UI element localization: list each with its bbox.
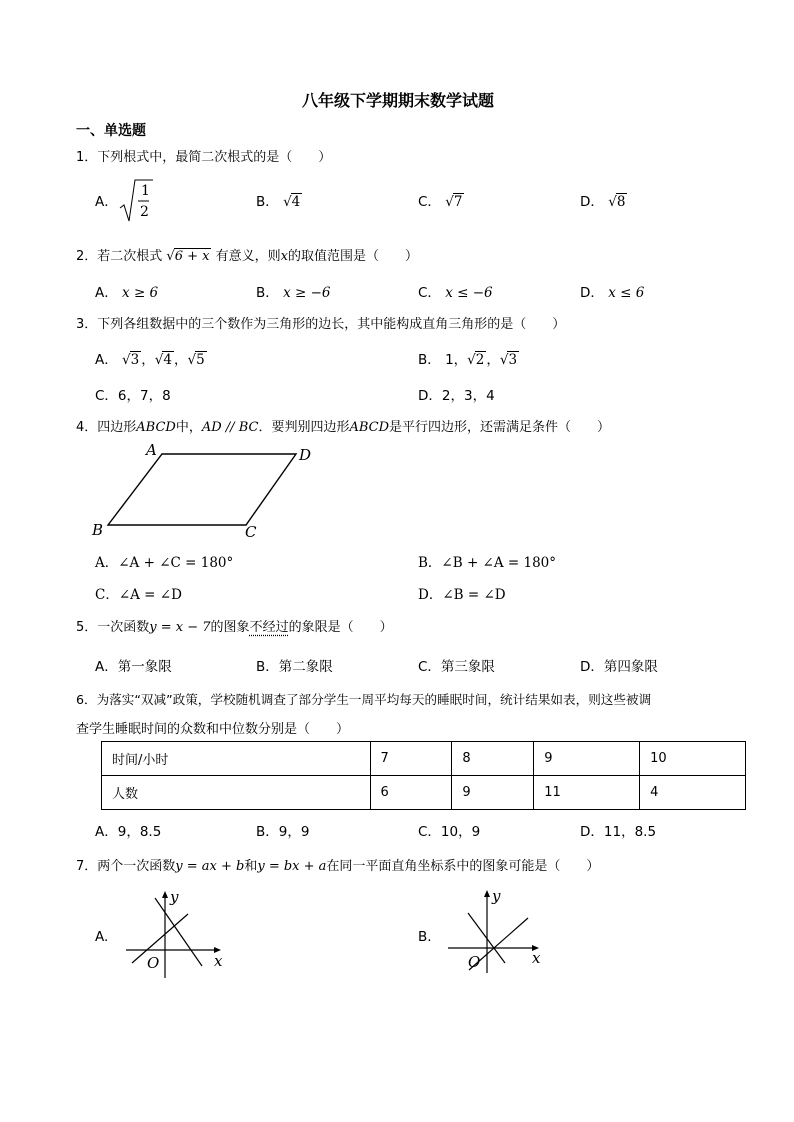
q3-option-d: D．2，3，4 [418, 388, 495, 404]
table-row [102, 776, 746, 810]
q1-option-d [580, 190, 627, 210]
q3-b-value-1: 1 [445, 352, 454, 368]
q2-var: x [280, 249, 288, 264]
vertex-label-d: D [299, 446, 312, 464]
q6-option-d: D．11，8.5 [580, 824, 657, 840]
q3-b-sqrt3: √3 [499, 352, 518, 368]
q2-option-c-label: C． [418, 285, 441, 301]
q1-option-a-label: A． [95, 194, 118, 210]
q7-stem [76, 855, 599, 874]
q4-option-c: C．∠A = ∠D [95, 587, 182, 603]
q2-radicand: 6 + x [174, 249, 210, 264]
q5-stem-post: 的象限是（ ） [288, 620, 393, 635]
q3-a-sqrt2: √4 [154, 352, 172, 368]
parallelogram-abcd [108, 454, 296, 525]
q1-option-c-label: C． [418, 194, 441, 210]
table-cell: 4 [640, 776, 746, 810]
q5-stem [76, 616, 393, 635]
q3-a-sep-1: ， [141, 352, 155, 368]
q3-option-b-label: B． [418, 352, 441, 368]
q1-a-denominator: 2 [140, 204, 149, 220]
origin-label: O [468, 953, 481, 971]
q2-option-d [580, 281, 644, 301]
q2-stem-pre: 2．若二次根式 [76, 249, 163, 264]
q6-option-b: B．9，9 [256, 824, 310, 840]
q2-option-b-math: x ≥ −6 [283, 285, 331, 301]
q4-stem-mid2: ．要判别四边形 [258, 420, 350, 435]
q4-option-a: A．∠A + ∠C = 180° [95, 555, 234, 571]
q6-option-a: A．9，8.5 [95, 824, 162, 840]
q5-emphasis: 不经过 [249, 620, 289, 635]
q1-option-a-math [119, 178, 155, 224]
table-cell: 9 [452, 776, 534, 810]
q7-option-b-label: B. [418, 929, 432, 945]
origin-label: O [147, 954, 160, 972]
q1-option-a [95, 178, 150, 220]
q7-option-a-label: A. [95, 929, 109, 945]
q7-stem-pre: 7．两个一次函数 [76, 859, 176, 874]
vertex-label-c: C [245, 523, 257, 540]
q3-a-radicand-2: 4 [163, 352, 172, 368]
q7-stem-post: 在同一平面直角坐标系中的图象可能是（ ） [326, 859, 600, 874]
q3-a-sqrt1: √3 [122, 352, 140, 368]
q2-option-d-label: D． [580, 285, 604, 301]
axis-label-x: x [532, 949, 541, 967]
q4-option-b: B．∠B + ∠A = 180° [418, 555, 557, 571]
table-cell: 8 [452, 742, 534, 776]
q2-option-a [95, 281, 158, 301]
q1-option-d-math: √8 [608, 194, 626, 210]
graph-line-2 [132, 914, 188, 963]
q7-function-2: y = bx + a [257, 859, 327, 874]
q4-parallelogram-figure [88, 440, 328, 540]
q3-a-radicand-3: 5 [196, 352, 205, 368]
y-axis-arrow [484, 890, 490, 897]
table-cell: 时间/小时 [102, 742, 371, 776]
q6-stem-line1: 6．为落实“双减”政策，学校随机调查了部分学生一周平均每天的睡眠时间，统计结果如表，则这些被调 [76, 692, 652, 707]
q3-b-sep-1: ， [453, 352, 468, 368]
q5-option-b: B．第二象限 [256, 659, 333, 675]
q2-radical: √6 + x [166, 249, 210, 264]
table-cell: 10 [640, 742, 746, 776]
q3-option-a [95, 348, 207, 368]
q1-a-numerator: 1 [141, 183, 150, 199]
q3-option-b [418, 348, 519, 368]
q1-b-radicand: 4 [291, 194, 301, 210]
q3-a-sep-2: ， [173, 352, 188, 368]
q7-graph-b [440, 885, 552, 977]
q3-b-radicand-3: 3 [508, 352, 518, 368]
axis-label-y: y [170, 888, 179, 906]
section-heading: 一、单选题 [76, 123, 146, 139]
q1-option-b-math: √4 [283, 194, 301, 210]
q7-stem-mid: 和 [244, 859, 258, 874]
q2-option-b [256, 281, 330, 301]
q4-quad-1: ABCD [136, 420, 176, 435]
q1-option-c [418, 190, 464, 210]
y-axis-arrow [162, 891, 168, 898]
q1-c-radicand: 7 [453, 194, 463, 210]
q2-stem-mid: 有意义，则 [215, 249, 281, 264]
q1-option-b-label: B． [256, 194, 279, 210]
q7-graph-a [118, 888, 230, 980]
q3-a-sqrt3: √5 [187, 352, 205, 368]
q6-option-c: C．10，9 [418, 824, 481, 840]
q2-option-c [418, 281, 493, 301]
q6-stem-line2: 查学生睡眠时间的众数和中位数分别是（ ） [76, 722, 350, 737]
q3-b-radicand-2: 2 [475, 352, 485, 368]
q2-option-c-math: x ≤ −6 [445, 285, 493, 301]
q4-stem-post: 是平行四边形，还需满足条件（ ） [389, 420, 611, 435]
page-title: 八年级下学期期末数学试题 [302, 91, 495, 110]
table-cell: 9 [534, 742, 640, 776]
q1-option-c-math: √7 [445, 194, 463, 210]
q3-b-sep-2: ， [486, 352, 500, 368]
q2-stem [76, 245, 418, 264]
q2-option-d-math: x ≤ 6 [608, 285, 645, 301]
q4-condition: AD // BC [201, 420, 259, 435]
axis-label-x: x [214, 952, 223, 970]
q3-b-sqrt2: √2 [467, 352, 485, 368]
q1-d-radicand: 8 [616, 194, 626, 210]
q4-quad-2: ABCD [349, 420, 390, 435]
q4-stem-mid1: 中， [175, 420, 202, 435]
q2-option-a-math: x ≥ 6 [122, 285, 159, 301]
graph-line-1 [155, 898, 202, 966]
q2-stem-post: 的取值范围是（ ） [287, 249, 418, 264]
axis-label-y: y [492, 887, 501, 905]
q2-option-a-label: A． [95, 285, 118, 301]
q5-option-a: A．第一象限 [95, 659, 172, 675]
q6-table [101, 741, 746, 810]
table-cell: 6 [370, 776, 452, 810]
q1-option-b [256, 190, 302, 210]
vertex-label-a: A [146, 441, 157, 459]
table-cell: 人数 [102, 776, 371, 810]
table-cell: 7 [370, 742, 452, 776]
q5-function: y = x − 7 [149, 620, 211, 635]
table-row [102, 742, 746, 776]
vertex-label-b: B [92, 521, 104, 539]
q3-option-a-label: A． [95, 352, 118, 368]
q7-function-1: y = ax + b [175, 859, 245, 874]
q5-stem-mid: 的图象 [210, 620, 250, 635]
q4-option-d: D．∠B = ∠D [418, 587, 506, 603]
q3-option-c: C．6，7，8 [95, 388, 171, 404]
q5-stem-pre: 5．一次函数 [76, 620, 150, 635]
table-cell: 11 [534, 776, 640, 810]
q5-option-d: D．第四象限 [580, 659, 658, 675]
q2-option-b-label: B． [256, 285, 279, 301]
q4-stem [76, 416, 610, 435]
q4-stem-pre: 4．四边形 [76, 420, 137, 435]
q1-option-d-label: D． [580, 194, 604, 210]
q1-stem: 1．下列根式中，最简二次根式的是（ ） [76, 150, 332, 165]
q3-a-radicand-1: 3 [130, 352, 140, 368]
q3-stem: 3．下列各组数据中的三个数作为三角形的边长，其中能构成直角三角形的是（ ） [76, 317, 566, 332]
q5-option-c: C．第三象限 [418, 659, 495, 675]
